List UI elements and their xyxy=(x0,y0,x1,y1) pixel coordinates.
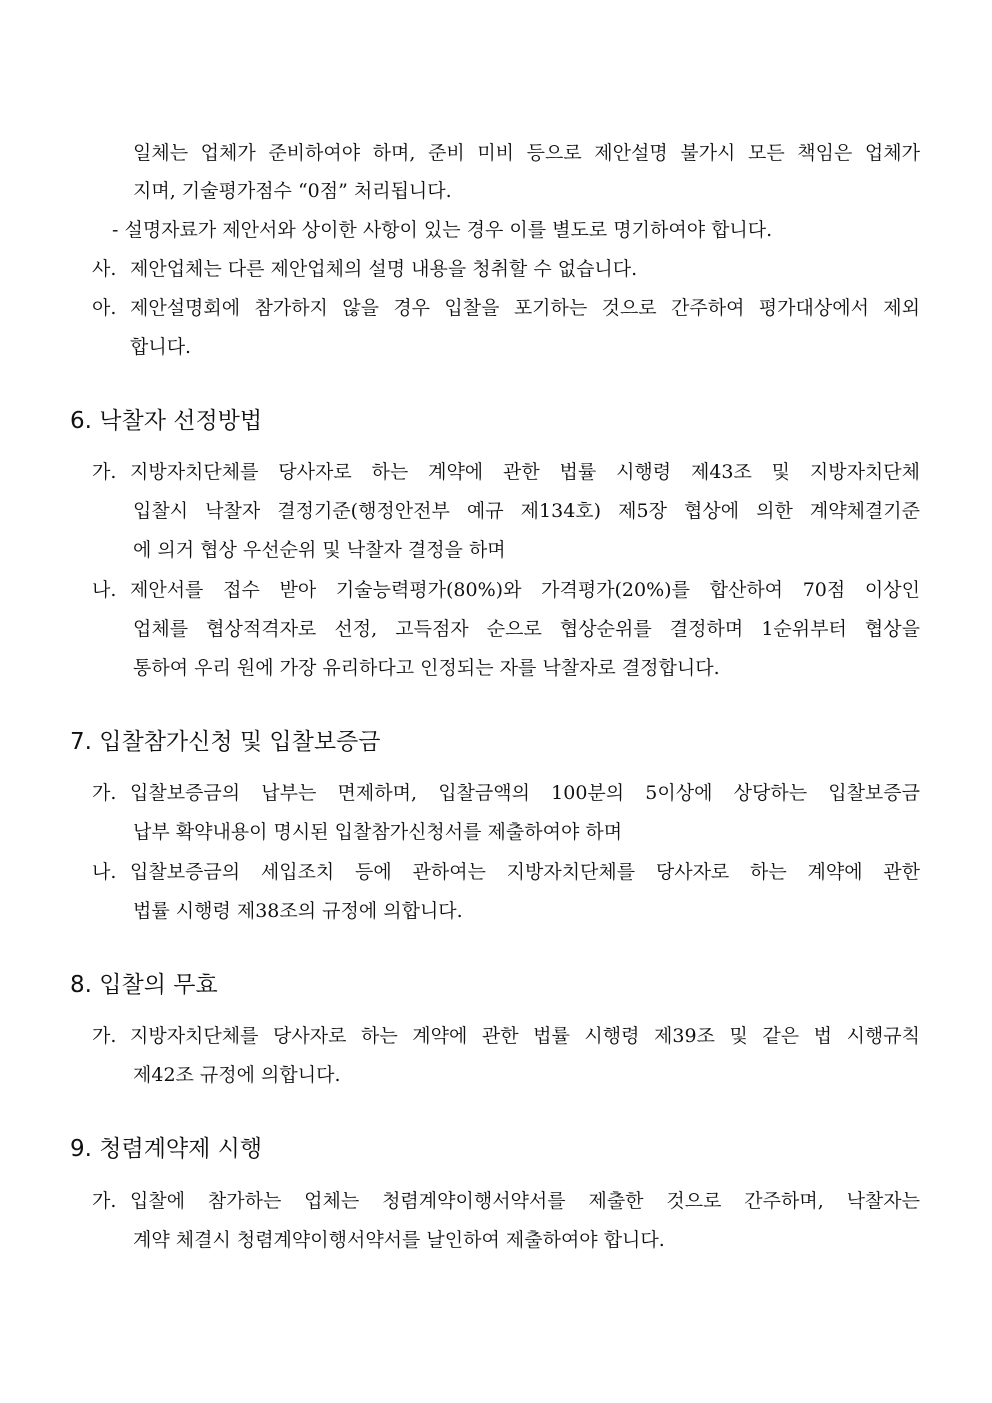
s6-item-na-line-3: 통하여 우리 원에 가장 유리하다고 인정되는 자를 낙찰자로 결정합니다. xyxy=(133,657,720,679)
section-8-title: 8. 입찰의 무효 xyxy=(70,972,218,998)
s7-item-ga-line-2: 납부 확약내용이 명시된 입찰참가신청서를 제출하여야 하며 xyxy=(133,821,623,843)
item-marker-sa: 사. xyxy=(92,258,117,280)
s9-item-ga-line-2: 계약 체결시 청렴계약이행서약서를 날인하여 제출하여야 합니다. xyxy=(133,1229,665,1251)
s7-item-na-line-2: 법률 시행령 제38조의 규정에 의합니다. xyxy=(133,900,463,922)
dash-item: - 설명자료가 제안서와 상이한 사항이 있는 경우 이를 별도로 명기하여야 합니다. xyxy=(112,219,773,241)
s7-item-marker-ga: 가. xyxy=(92,782,117,804)
section-6-title: 6. 낙찰자 선정방법 xyxy=(70,408,263,434)
item-a-line-2: 합니다. xyxy=(130,336,192,358)
item-a-line-1: 제안설명회에 참가하지 않을 경우 입찰을 포기하는 것으로 간주하여 평가대상에서 제외 xyxy=(130,297,920,319)
continuation-line-1: 일체는 업체가 준비하여야 하며, 준비 미비 등으로 제안설명 불가시 모든 책임은 업체가 xyxy=(133,142,920,164)
section-9-title: 9. 청렴계약제 시행 xyxy=(70,1136,263,1162)
s7-item-ga-line-1: 입찰보증금의 납부는 면제하며, 입찰금액의 100분의 5이상에 상당하는 입찰보증금 xyxy=(130,782,920,804)
s6-item-marker-na: 나. xyxy=(92,579,117,601)
continuation-line-2: 지며, 기술평가점수 “0점” 처리됩니다. xyxy=(133,180,452,202)
s6-item-na-line-1: 제안서를 접수 받아 기술능력평가(80%)와 가격평가(20%)를 합산하여 70점 이상인 xyxy=(130,579,920,601)
s8-item-ga-line-2: 제42조 규정에 의합니다. xyxy=(133,1064,341,1086)
s6-item-ga-line-3: 에 의거 협상 우선순위 및 낙찰자 결정을 하며 xyxy=(133,539,506,561)
s9-item-marker-ga: 가. xyxy=(92,1190,117,1212)
s6-item-na-line-2: 업체를 협상적격자로 선정, 고득점자 순으로 협상순위를 결정하며 1순위부터 협상을 xyxy=(133,618,920,640)
item-sa-text: 제안업체는 다른 제안업체의 설명 내용을 청취할 수 없습니다. xyxy=(130,258,638,280)
s6-item-marker-ga: 가. xyxy=(92,461,117,483)
s6-item-ga-line-1: 지방자치단체를 당사자로 하는 계약에 관한 법률 시행령 제43조 및 지방자치단체 xyxy=(130,461,920,483)
s8-item-marker-ga: 가. xyxy=(92,1025,117,1047)
item-marker-a: 아. xyxy=(92,297,117,319)
section-7-title: 7. 입찰참가신청 및 입찰보증금 xyxy=(70,729,381,755)
s6-item-ga-line-2: 입찰시 낙찰자 결정기준(행정안전부 예규 제134호) 제5장 협상에 의한 계약체결기준 xyxy=(133,500,920,522)
s8-item-ga-line-1: 지방자치단체를 당사자로 하는 계약에 관한 법률 시행령 제39조 및 같은 법 시행규칙 xyxy=(130,1025,920,1047)
s9-item-ga-line-1: 입찰에 참가하는 업체는 청렴계약이행서약서를 제출한 것으로 간주하며, 낙찰자는 xyxy=(130,1190,920,1212)
s7-item-na-line-1: 입찰보증금의 세입조치 등에 관하여는 지방자치단체를 당사자로 하는 계약에 관한 xyxy=(130,861,920,883)
s7-item-marker-na: 나. xyxy=(92,861,117,883)
